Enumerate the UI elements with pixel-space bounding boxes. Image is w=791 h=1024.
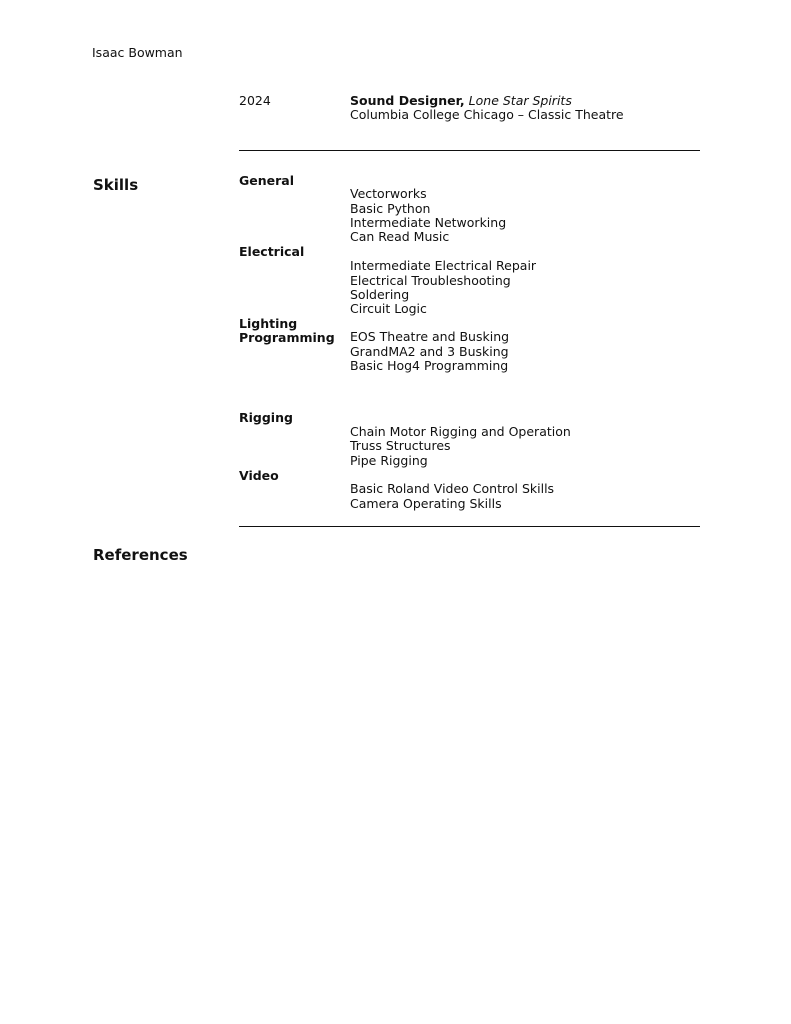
skill-category-electrical: Electrical <box>239 244 305 259</box>
skill-item: Truss Structures <box>350 438 451 453</box>
skill-item: Electrical Troubleshooting <box>350 273 511 288</box>
experience-role: Sound Designer, <box>350 93 465 108</box>
skill-item: Camera Operating Skills <box>350 496 502 511</box>
skill-item: Chain Motor Rigging and Operation <box>350 424 571 439</box>
skill-item: EOS Theatre and Busking <box>350 329 510 344</box>
experience-role-line <box>350 93 572 108</box>
skill-item: Can Read Music <box>350 229 450 244</box>
experience-production: Lone Star Spirits <box>468 93 572 108</box>
skill-category-video: Video <box>239 468 279 483</box>
section-divider <box>239 526 700 527</box>
skill-item: Intermediate Networking <box>350 215 507 230</box>
skill-item: Basic Python <box>350 201 431 216</box>
experience-organization: Columbia College Chicago – Classic Theatre <box>350 107 624 122</box>
section-divider <box>239 150 700 151</box>
skill-item: Basic Roland Video Control Skills <box>350 481 555 496</box>
skill-item: Vectorworks <box>350 186 427 201</box>
references-heading: References <box>93 546 188 564</box>
skill-item: Intermediate Electrical Repair <box>350 258 537 273</box>
experience-year: 2024 <box>239 93 271 108</box>
skill-item: Soldering <box>350 287 410 302</box>
header-name: Isaac Bowman <box>92 45 183 60</box>
skill-item: Pipe Rigging <box>350 453 428 468</box>
skill-category-programming: Programming <box>239 330 335 345</box>
skill-category-lighting: Lighting <box>239 316 298 331</box>
skills-heading: Skills <box>93 176 139 194</box>
skill-item: Basic Hog4 Programming <box>350 358 509 373</box>
skill-item: GrandMA2 and 3 Busking <box>350 344 509 359</box>
skill-category-general: General <box>239 173 294 188</box>
skill-category-rigging: Rigging <box>239 410 293 425</box>
skill-item: Circuit Logic <box>350 301 427 316</box>
